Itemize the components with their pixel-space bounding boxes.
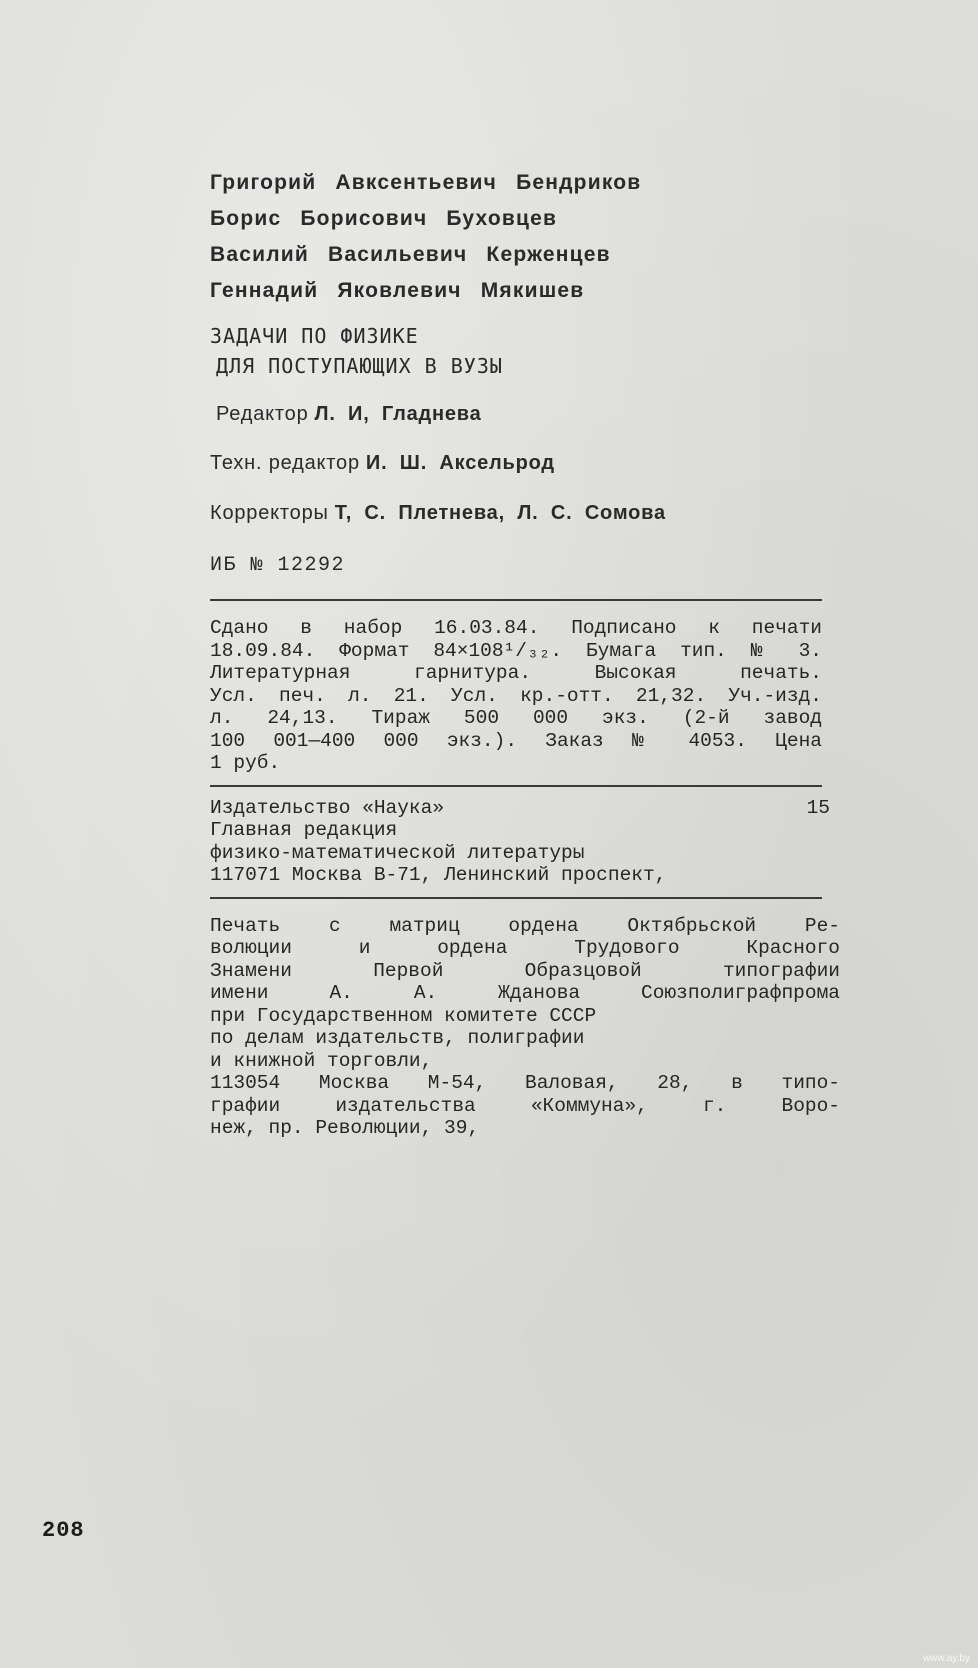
author-name: Геннадий Яковлевич Мякишев [210, 279, 585, 302]
printer-line: и книжной торговли, [210, 1049, 433, 1072]
page-number: 208 [42, 1518, 85, 1543]
book-title-line: ДЛЯ ПОСТУПАЮЩИХ В ВУЗЫ [216, 354, 503, 378]
printer-line: при Государственном комитете СССР [210, 1004, 597, 1027]
printer-line: Печать с матриц ордена Октябрьской Ре- [210, 914, 840, 937]
editor-name: Л. И, Гладнева [314, 403, 482, 425]
correctors-label: Корректоры [210, 502, 329, 524]
book-title [210, 321, 830, 381]
publisher-line: Главная редакция [210, 819, 398, 841]
publisher-line: Издательство «Наука» [210, 796, 445, 819]
book-title-line: ЗАДАЧИ ПО ФИЗИКЕ [210, 324, 419, 348]
author-name: Василий Васильевич Керженцев [210, 243, 611, 266]
printer-line: имени А. А. Жданова Союзполиграфпрома [210, 982, 840, 1004]
ib-number: ИБ № 12292 [210, 554, 346, 577]
printing-line: 18.09.84. Формат 84×108¹/₃₂. Бумага тип. № 3. [210, 639, 822, 662]
divider [210, 785, 822, 787]
editor-label: Редактор [216, 403, 309, 425]
publisher-line: 117071 Москва В-71, Ленинский проспект, [210, 864, 667, 886]
printer-line: неж, пр. Революции, 39, [210, 1117, 480, 1139]
authors-list [210, 165, 830, 309]
printing-line: 100 001—400 000 экз.). Заказ № 4053. Цена [210, 729, 822, 752]
printing-line: Усл. печ. л. 21. Усл. кр.-отт. 21,32. Уч.-изд. [210, 684, 822, 707]
colophon [210, 165, 840, 1140]
printing-line: л. 24,13. Тираж 500 000 экз. (2-й завод [210, 707, 822, 729]
printing-line: Сдано в набор 16.03.84. Подписано к печати [210, 617, 822, 639]
publisher-number: 15 [806, 796, 830, 819]
divider [210, 599, 822, 601]
publisher-line: физико-математической литературы [210, 841, 585, 864]
printing-line: 1 руб. [210, 752, 281, 774]
editor-credit [210, 403, 830, 426]
printer-info [210, 914, 840, 1140]
correctors-names: Т, С. Плетнева, Л. С. Сомова [334, 502, 666, 524]
tech-editor-label: Техн. редактор [210, 452, 360, 474]
printer-line: Знамени Первой Образцовой типографии [210, 959, 840, 982]
watermark: www.ay.by [922, 1653, 970, 1664]
printer-line: волюции и ордена Трудового Красного [210, 937, 840, 959]
printer-line: по делам издательств, полиграфии [210, 1027, 585, 1049]
correctors-credit [210, 502, 830, 525]
printer-line: графии издательства «Коммуна», г. Воро- [210, 1094, 840, 1117]
printer-line: 113054 Москва М-54, Валовая, 28, в типо- [210, 1072, 840, 1094]
author-name: Григорий Авксентьевич Бендриков [210, 171, 642, 194]
publisher-info [210, 797, 830, 887]
tech-editor-name: И. Ш. Аксельрод [365, 452, 555, 474]
author-name: Борис Борисович Буховцев [210, 207, 558, 230]
printing-line: Литературная гарнитура. Высокая печать. [210, 662, 822, 684]
divider [210, 897, 822, 899]
tech-editor-credit [210, 452, 830, 475]
printing-details [210, 617, 830, 775]
